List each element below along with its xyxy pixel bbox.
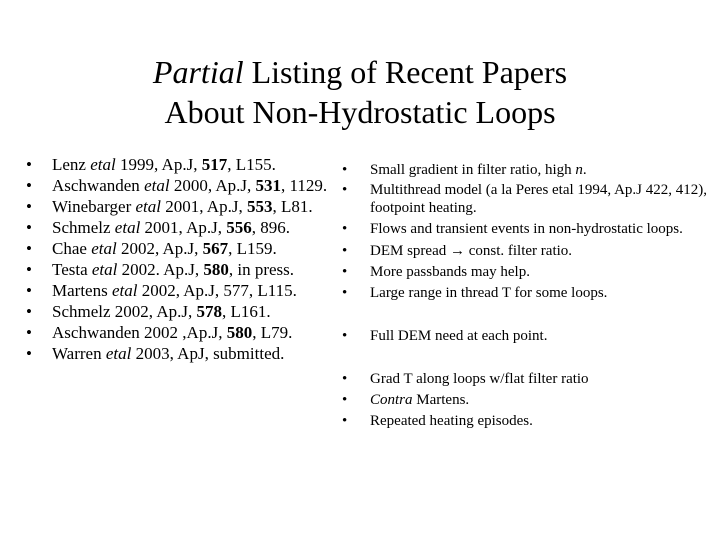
note-item: • Multithread model (a la Peres etal 1994, Ap.J 422, 412), footpoint heating. <box>342 181 712 217</box>
title-line-1 <box>0 52 720 92</box>
note-item: • Large range in thread T for some loops. <box>342 283 712 304</box>
paper-item: • Lenz etal 1999, Ap.J, 517, L155. <box>26 154 336 175</box>
paper-item: • Aschwanden etal 2000, Ap.J, 531, 1129. <box>26 175 336 196</box>
paper-item: • Schmelz 2002, Ap.J, 578, L161. <box>26 301 336 322</box>
title-line-1-rest: Listing of Recent Papers <box>243 54 568 90</box>
title-line-2: About Non-Hydrostatic Loops <box>164 94 556 130</box>
papers-list <box>26 154 336 364</box>
paper-item: • Winebarger etal 2001, Ap.J, 553, L81. <box>26 196 336 217</box>
note-item: • Grad T along loops w/flat filter ratio <box>342 369 712 390</box>
note-item: • More passbands may help. <box>342 262 712 283</box>
notes-list <box>342 160 712 432</box>
paper-item: • Martens etal 2002, Ap.J, 577, L115. <box>26 280 336 301</box>
paper-item: • Chae etal 2002, Ap.J, 567, L159. <box>26 238 336 259</box>
paper-item: • Warren etal 2003, ApJ, submitted. <box>26 343 336 364</box>
paper-item: • Schmelz etal 2001, Ap.J, 556, 896. <box>26 217 336 238</box>
note-item: • Repeated heating episodes. <box>342 411 712 432</box>
title-italic-word: Partial <box>152 54 244 90</box>
note-item: • DEM spread → const. filter ratio. <box>342 241 712 262</box>
paper-item: • Aschwanden 2002 ,Ap.J, 580, L79. <box>26 322 336 343</box>
note-item: • Small gradient in filter ratio, high n. <box>342 160 712 181</box>
page-title <box>0 52 720 132</box>
paper-item: • Testa etal 2002. Ap.J, 580, in press. <box>26 259 336 280</box>
note-item: • Full DEM need at each point. <box>342 326 712 347</box>
note-item: • Flows and transient events in non-hydrostatic loops. <box>342 220 712 238</box>
note-item: • Contra Martens. <box>342 390 712 411</box>
